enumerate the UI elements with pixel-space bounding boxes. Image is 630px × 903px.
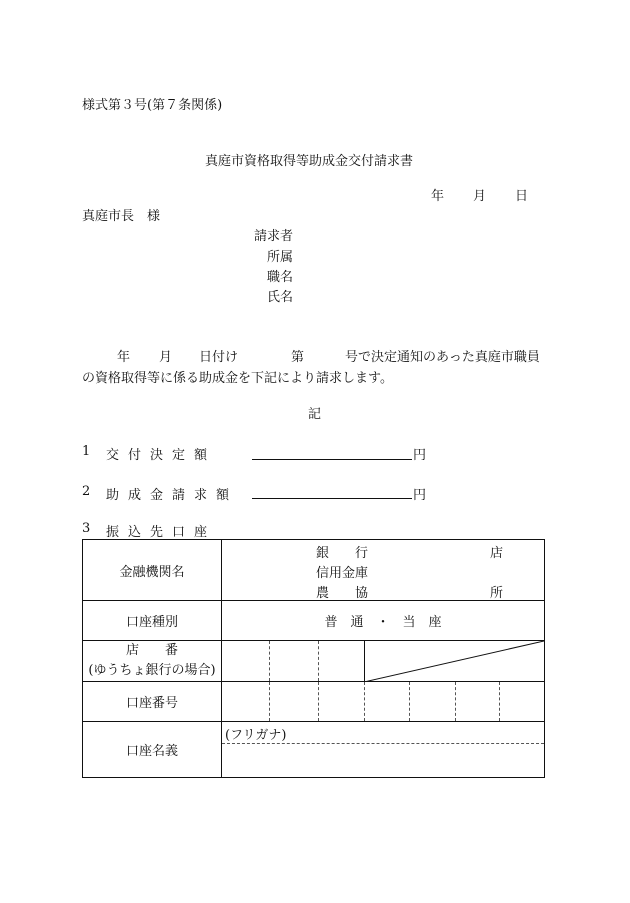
item-3-number: 3: [82, 521, 91, 536]
branch-no-label: [83, 641, 222, 682]
nokyo-text: 農 協: [316, 586, 369, 601]
account-no-cell[interactable]: [222, 682, 545, 722]
body-dated: 日付け: [199, 350, 239, 365]
item-2-label: 助成金請求額: [106, 488, 239, 503]
holder-label: 口座名義: [83, 722, 222, 778]
item-1-number: 1: [82, 444, 91, 459]
furigana-divider: [222, 743, 544, 744]
requester-label: 請求者: [254, 229, 294, 244]
name-label: 氏名: [267, 290, 294, 305]
account-no-label: 口座番号: [83, 682, 222, 722]
account-no-divider: [318, 682, 319, 721]
item-1-amount-line[interactable]: [252, 459, 412, 460]
bank-text: 銀 行: [316, 546, 369, 561]
account-type-label: 口座種別: [83, 601, 222, 641]
form-number: 様式第３号(第７条関係): [82, 98, 223, 113]
branch-suffix: 店: [490, 546, 504, 561]
institution-label: 金融機関名: [83, 540, 222, 601]
branch-no-label-line1: 店 番: [125, 643, 178, 658]
account-type-cell[interactable]: [222, 601, 545, 641]
account-type-value: 普 通 ・ 当 座: [324, 615, 442, 630]
body-line1-rest: 号で決定通知のあった真庭市職員: [345, 350, 540, 365]
account-no-divider: [455, 682, 456, 721]
item-2-number: 2: [82, 484, 91, 499]
institution-cell[interactable]: [222, 540, 545, 601]
item-2-amount-line[interactable]: [252, 498, 412, 499]
position-label: 職名: [267, 270, 294, 285]
body-year: 年: [117, 350, 131, 365]
item-2-unit: 円: [413, 488, 427, 503]
office-suffix: 所: [490, 586, 504, 601]
account-table: [82, 539, 545, 778]
date-day: 日: [515, 189, 529, 204]
account-no-divider: [499, 682, 500, 721]
date-month: 月: [473, 189, 487, 204]
document-title: 真庭市資格取得等助成金交付請求書: [205, 154, 414, 169]
branch-no-cell[interactable]: [222, 641, 545, 682]
affiliation-label: 所属: [267, 250, 294, 265]
branch-no-label-line2: (ゆうちょ銀行の場合): [88, 663, 216, 678]
item-1-unit: 円: [413, 448, 427, 463]
body-month: 月: [159, 350, 173, 365]
item-1-label: 交付決定額: [106, 448, 217, 463]
item-3-label: 振込先口座: [106, 525, 217, 540]
body-no-prefix: 第: [291, 350, 305, 365]
branch-no-divider: [318, 641, 319, 681]
furigana-label: (フリガナ): [225, 728, 287, 743]
account-no-divider: [364, 682, 365, 721]
ki-label: 記: [308, 407, 322, 422]
shinkin-text: 信用金庫: [316, 566, 369, 581]
addressee: 真庭市長 様: [82, 209, 161, 224]
diagonal-strike: [364, 641, 544, 682]
holder-cell[interactable]: [222, 722, 545, 778]
account-no-divider: [409, 682, 410, 721]
account-no-divider: [269, 682, 270, 721]
branch-no-divider: [269, 641, 270, 681]
body-line2: の資格取得等に係る助成金を下記により請求します。: [82, 371, 393, 386]
date-year: 年: [431, 189, 445, 204]
